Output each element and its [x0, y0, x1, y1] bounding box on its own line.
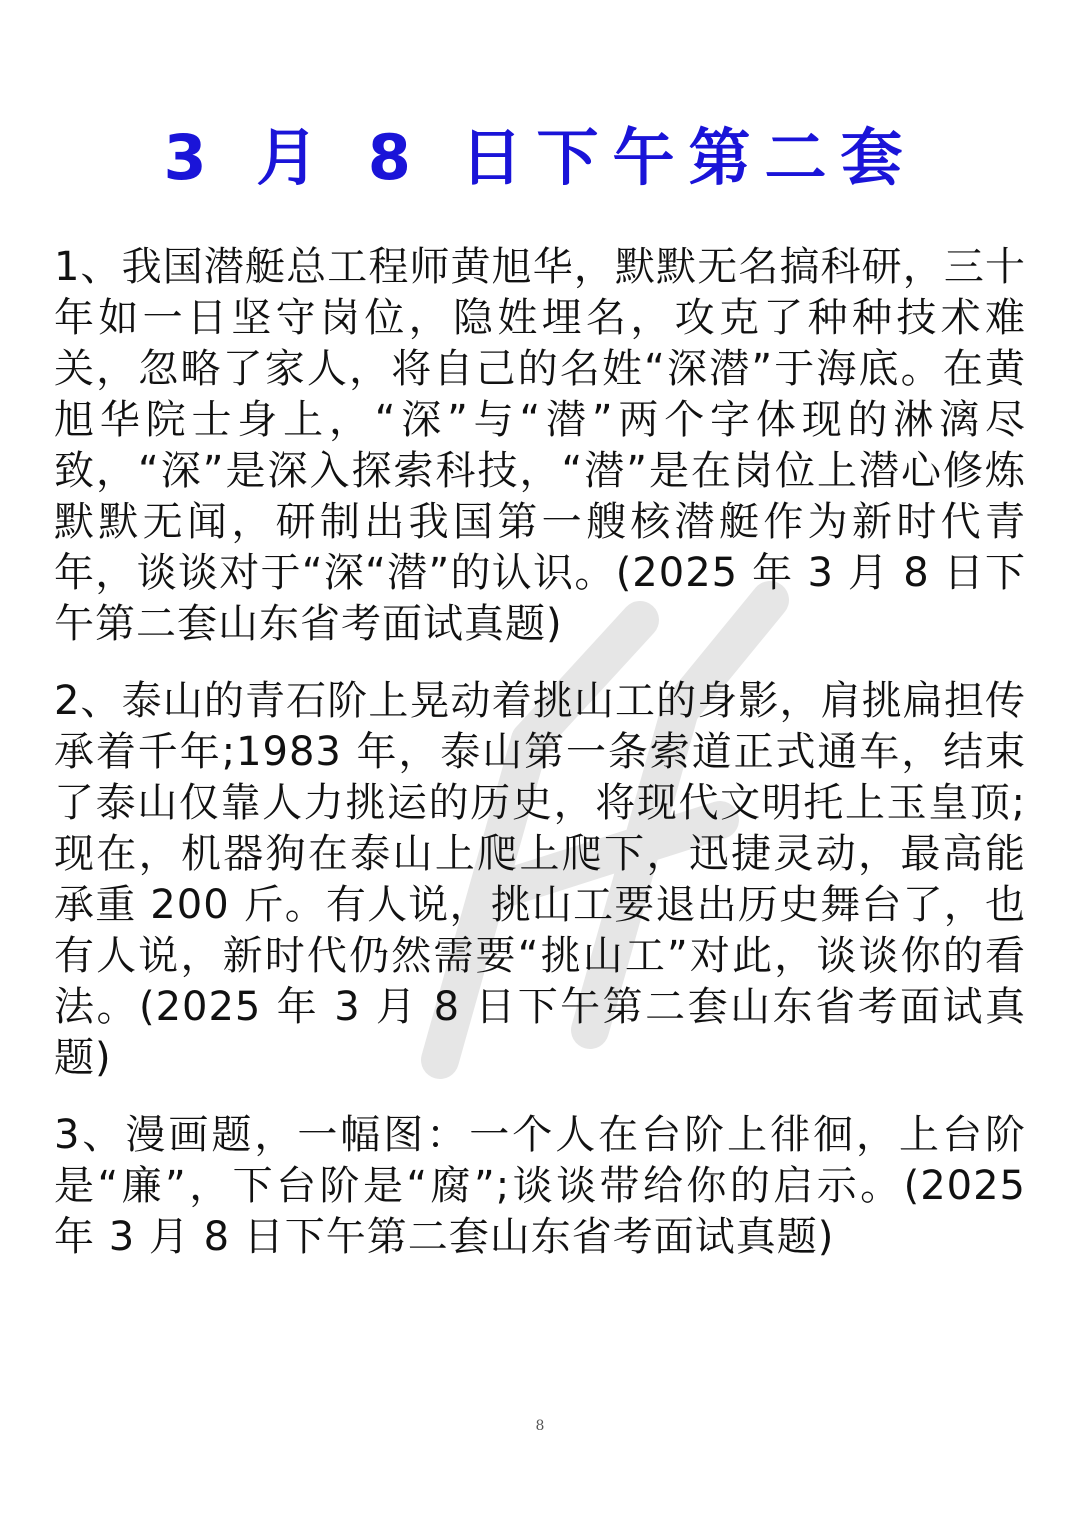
question-list — [54, 242, 1026, 1289]
page-number: 8 — [535, 1418, 545, 1434]
question-item: 1、我国潜艇总工程师黄旭华，默默无名搞科研，三十年如一日坚守岗位，隐姓埋名，攻克了种种技术难关，忽略了家人，将自己的名姓“深潜”于海底。在黄旭华院士身上，“深”与“潜”两个字体现的淋漓尽致，“深”是深入探索科技，“潜”是在岗位上潜心修炼默默无闻，研制出我国第一艘核潜艇作为新时代青年，谈谈对于“深“潜”的认识。(2025 年 3 月 8 日下午第二套山东省考面试真题) — [54, 244, 1026, 647]
question-item: 3、漫画题，一幅图：一个人在台阶上徘徊，上台阶是“廉”，下台阶是“腐”;谈谈带给你的启示。(2025 年 3 月 8 日下午第二套山东省考面试真题) — [54, 1112, 1026, 1260]
question-item: 2、泰山的青石阶上晃动着挑山工的身影，肩挑扁担传承着千年;1983 年，泰山第一条索道正式通车，结束了泰山仅靠人力挑运的历史，将现代文明托上玉皇顶;现在，机器狗在泰山上爬上爬下，迅捷灵动，最高能承重 200 斤。有人说，挑山工要退出历史舞台了，也有人说，新时代仍然需要“挑山工”对此，谈谈你的看法。(2025 年 3 月 8 日下午第二套山东省考面试真题) — [54, 678, 1026, 1081]
page-title: 3 月 8 日下午第二套 — [163, 121, 917, 194]
